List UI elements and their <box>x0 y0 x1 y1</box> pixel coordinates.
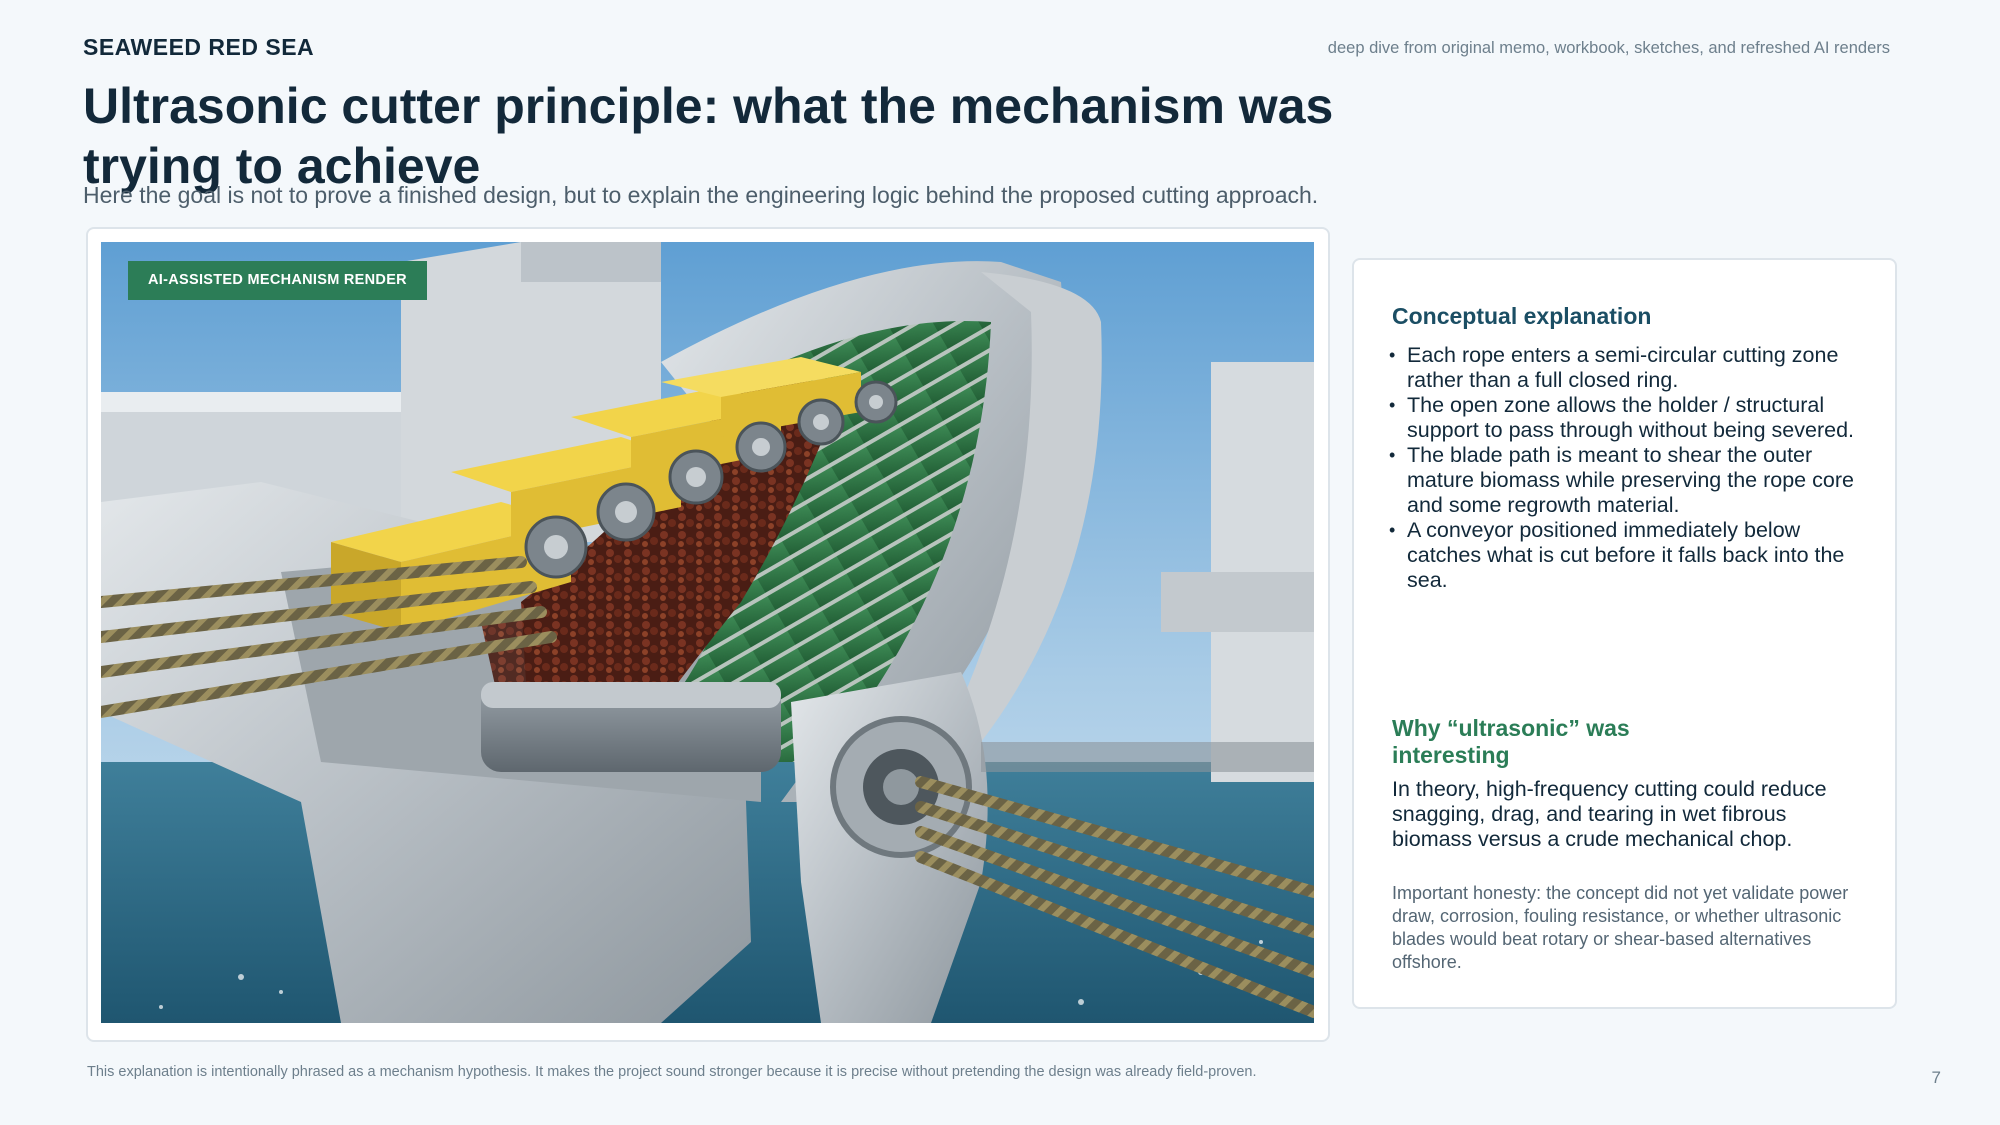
ultrasonic-paragraph: In theory, high-frequency cutting could reduce snagging, drag, and tearing in wet fibrous biomass versus a crude mechanical chop. <box>1392 777 1827 851</box>
slide-subtitle: Here the goal is not to prove a finished design, but to explain the engineering logic behind the proposed cutting approach. <box>83 182 1319 208</box>
bullet-item: • The open zone allows the holder / structural support to pass through without being severed. <box>1392 393 1862 443</box>
brand-label: SEAWEED RED SEA <box>83 34 315 60</box>
render-badge: AI-ASSISTED MECHANISM RENDER <box>128 261 427 300</box>
source-note: deep dive from original memo, workbook, sketches, and refreshed AI renders <box>1327 39 1890 57</box>
explanation-bullets <box>1392 343 1862 593</box>
ultrasonic-heading: Why “ultrasonic” was interesting <box>1392 715 1630 768</box>
mechanism-render-image <box>101 242 1314 1023</box>
bullet-item: • The blade path is meant to shear the outer mature biomass while preserving the rope core and some regrowth material. <box>1392 443 1862 518</box>
bullet-item: • A conveyor positioned immediately below catches what is cut before it falls back into the sea. <box>1392 518 1862 593</box>
footer-note: This explanation is intentionally phrased as a mechanism hypothesis. It makes the project sound stronger because it is precise without pretending the design was already field-proven. <box>87 1064 1257 1080</box>
honesty-note: Important honesty: the concept did not yet validate power draw, corrosion, fouling resistance, or whether ultrasonic blades would beat rotary or shear-based alternatives offshore. <box>1392 883 1849 972</box>
slide-title: Ultrasonic cutter principle: what the mechanism was trying to achieve <box>83 78 1334 194</box>
page-number: 7 <box>1931 1068 1941 1087</box>
conceptual-heading: Conceptual explanation <box>1392 303 1652 329</box>
bullet-item: • Each rope enters a semi-circular cutting zone rather than a full closed ring. <box>1392 343 1862 393</box>
